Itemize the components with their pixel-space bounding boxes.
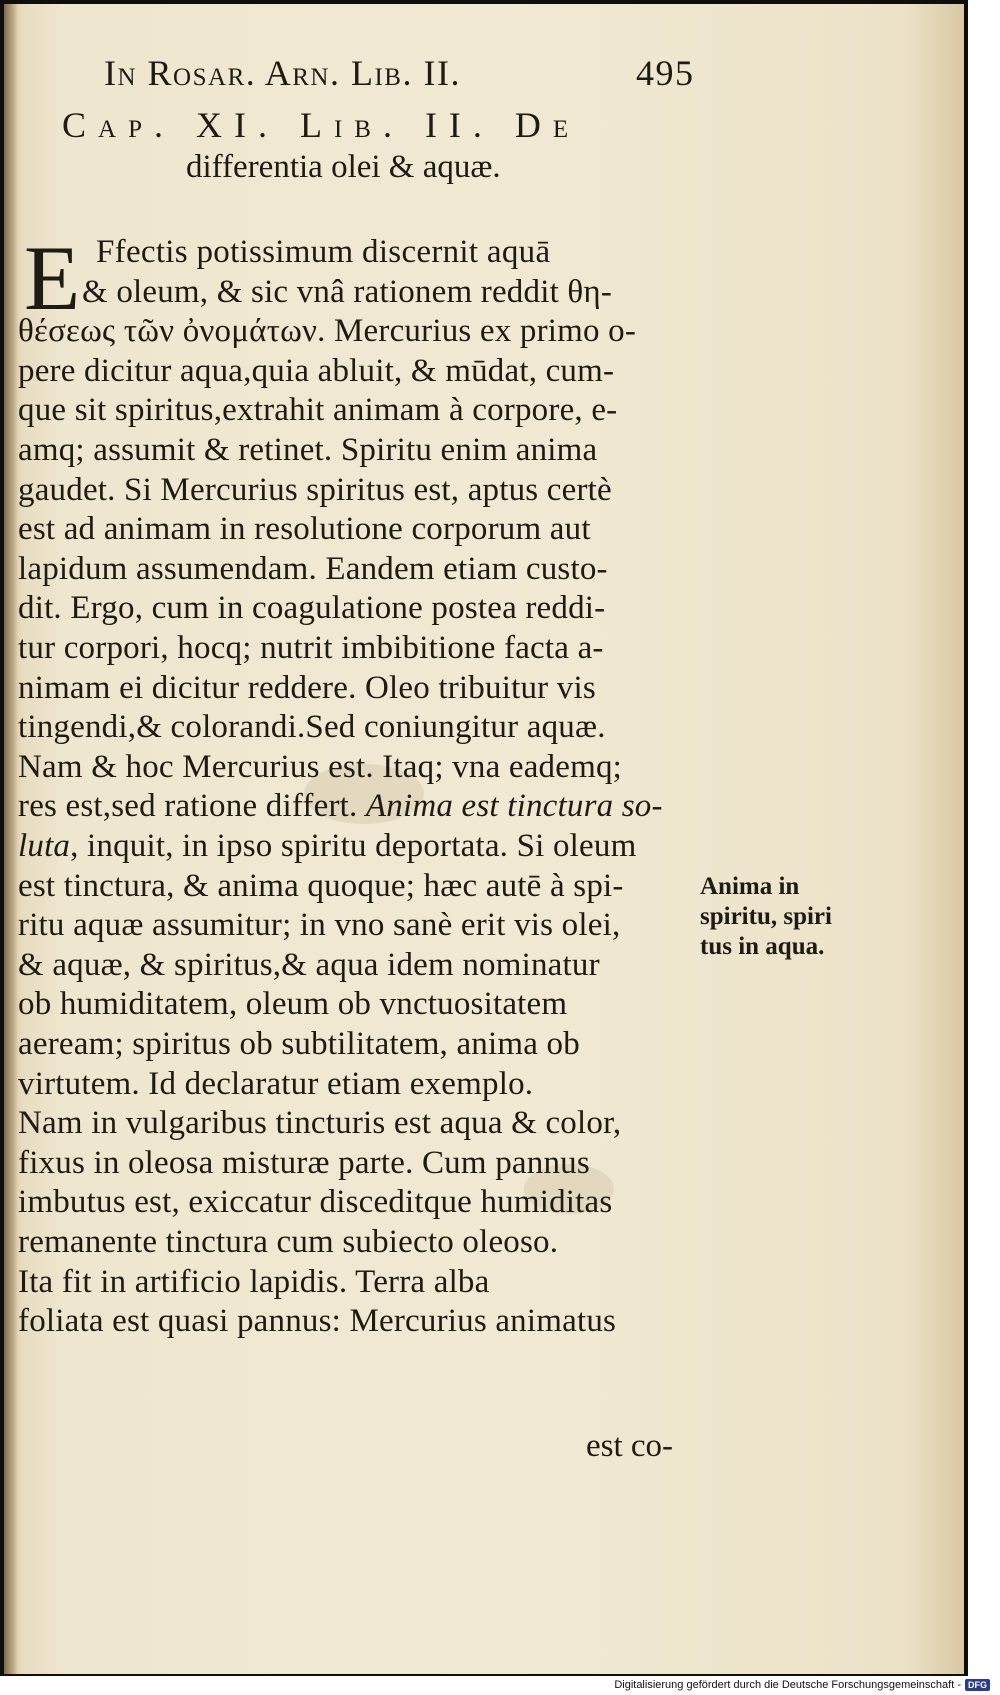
marginal-note-line: tus in aqua. [700, 933, 825, 960]
text-line: lapidum assumendam. Eandem etiam custo- [18, 550, 608, 587]
marginal-note-line: Anima in [700, 873, 800, 900]
text-line: est ad animam in resolutione corporum aut [18, 511, 591, 548]
text-line: Nam in vulgaribus tincturis est aqua & color, [18, 1105, 622, 1142]
text-line: gaudet. Si Mercurius spiritus est, aptus certè [18, 471, 612, 508]
italic-quotation: Anima est tinctura so- [365, 788, 663, 825]
text-line: tur corpori, hocq; nutrit imbibitione facta a- [18, 630, 604, 666]
text-line: fixus in oleosa misturæ parte. Cum pannus [18, 1144, 590, 1181]
text-line: luta, inquit, in ipso spiritu deportata. Si oleum [18, 828, 637, 864]
dfg-logo-icon: DFG [965, 1679, 990, 1691]
text-line: aeream; spiritus ob subtilitatem, anima ob [18, 1026, 580, 1062]
text-line: Ffectis potissimum discernit aquā [96, 234, 551, 270]
marginal-note [700, 872, 860, 962]
text-line: est tinctura, & anima quoque; hæc autē à spi- [18, 867, 624, 904]
italic-quotation: luta [18, 828, 71, 864]
text-line: & aquæ, & spiritus,& aqua idem nominatur [18, 946, 600, 983]
page-number: 495 [636, 53, 695, 93]
text-line: dit. Ergo, cum in coagulatione postea reddi- [18, 590, 606, 627]
digitization-footer [614, 1679, 990, 1691]
text-line: que sit spiritus,extrahit animam à corpore, e- [18, 392, 618, 429]
text-line: θέσεως τῶν ὀνομάτων. Mercurius ex primo o- [18, 313, 637, 350]
text-line: res est,sed ratione differt. Anima est tinctura so- [18, 788, 663, 825]
text-line: pere dicitur aqua,quia abluit, & mūdat, cum- [18, 352, 615, 389]
text-line: amq; assumit & retinet. Spiritu enim anima [18, 432, 598, 468]
drop-cap: E [24, 227, 81, 329]
text-line: Ita fit in artificio lapidis. Terra alba [18, 1263, 490, 1300]
text-line: Nam & hoc Mercurius est. Itaq; vna eademq; [18, 748, 623, 785]
footer-credit: Digitalisierung gefördert durch die Deutsche Forschungsgemeinschaft - [614, 1679, 961, 1691]
chapter-subheading: differentia olei & aquæ. [186, 149, 501, 185]
text-line: & oleum, & sic vnâ rationem reddit θη- [82, 273, 613, 310]
page-spine-shadow [4, 4, 18, 1674]
text-line: imbutus est, exiccatur disceditque humiditas [18, 1184, 613, 1221]
catchword: est co- [586, 1428, 674, 1464]
text-line: ritu aquæ assumitur; in vno sanè erit vis olei, [18, 907, 621, 944]
text-line: remanente tinctura cum subiecto oleoso. [18, 1224, 559, 1260]
book-page [4, 4, 964, 1674]
text-line: foliata est quasi pannus: Mercurius animatus [18, 1303, 617, 1340]
text-line: nimam ei dicitur reddere. Oleo tribuitur vis [18, 669, 596, 706]
text-line: tingendi,& colorandi.Sed coniungitur aquæ. [18, 709, 606, 746]
text-line: virtutem. Id declaratur etiam exemplo. [18, 1065, 534, 1102]
marginal-note-line: spiritu, spiri [700, 903, 832, 930]
chapter-heading: Cap. XI. Lib. II. De [62, 105, 581, 145]
text-line: ob humiditatem, oleum ob vnctuositatem [18, 986, 568, 1023]
running-head-title: In Rosar. Arn. Lib. II. [104, 53, 461, 93]
